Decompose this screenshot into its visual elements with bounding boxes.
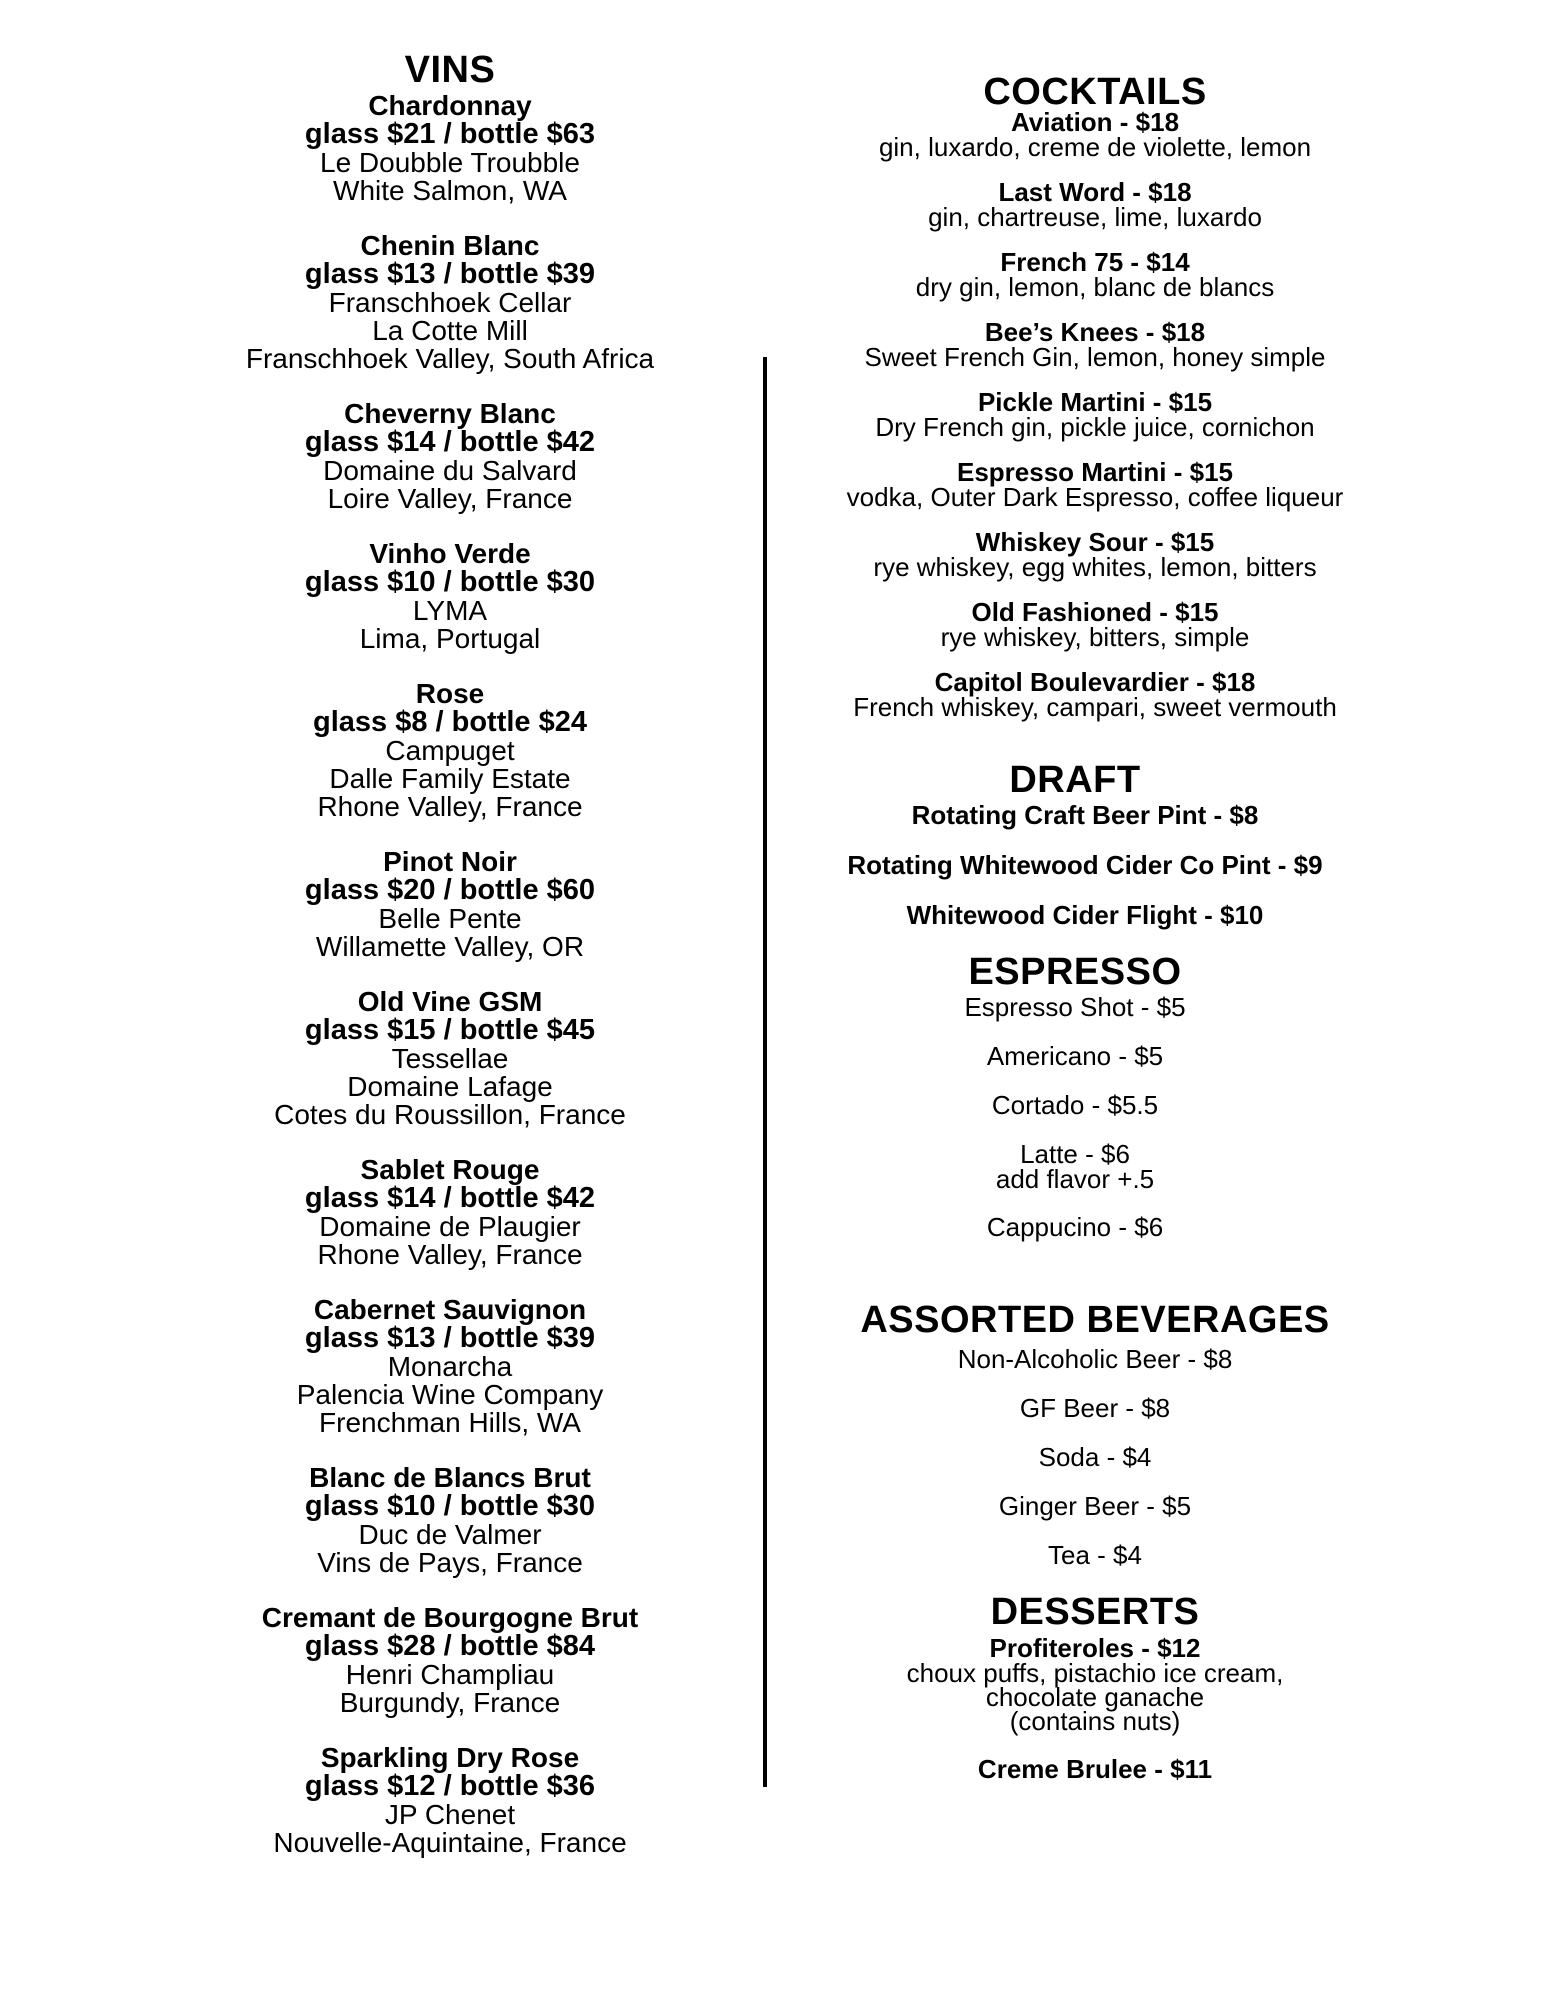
wine-detail: White Salmon, WA [333,175,567,206]
wine-detail: Monarcha [387,1351,513,1382]
cocktail-desc: rye whiskey, bitters, simple [940,622,1250,652]
cocktail-item [795,247,1395,302]
cocktails-heading: COCKTAILS [983,71,1207,113]
wine-item [200,540,700,653]
cocktail-name: Whiskey Sour - $15 [975,527,1215,557]
wine-name: Chardonnay [368,90,532,121]
espresso-item: Cortado - $5.5 [991,1090,1159,1120]
wine-item [200,232,700,373]
cocktail-desc: Sweet French Gin, lemon, honey simple [864,342,1326,372]
wine-list [200,92,700,1857]
dessert-item [795,1633,1395,1736]
cocktail-item [795,457,1395,512]
wine-item [200,988,700,1129]
wine-detail: Domaine de Plaugier [319,1211,581,1242]
wine-name: Cabernet Sauvignon [313,1294,587,1325]
assorted-item: Non-Alcoholic Beer - $8 [957,1344,1233,1374]
wine-price: glass $14 / bottle $42 [304,1182,596,1214]
cocktail-item [795,317,1395,372]
cocktail-item [795,667,1395,722]
wine-name: Cremant de Bourgogne Brut [261,1602,639,1633]
espresso-item-note: add flavor +.5 [995,1164,1155,1194]
wine-detail: Franschhoek Cellar [328,287,572,318]
wine-name: Old Vine GSM [357,986,543,1017]
cocktail-name: Aviation - $18 [1010,107,1180,137]
wine-detail: Tessellae [391,1043,509,1074]
espresso-item: Latte - $6 [1020,1139,1130,1169]
dessert-desc: choux puffs, pistachio ice cream, [906,1658,1284,1688]
cocktail-name: Capitol Boulevardier - $18 [934,667,1256,697]
cocktail-item [795,527,1395,582]
wine-detail: Belle Pente [378,903,522,934]
draft-item: Whitewood Cider Flight - $10 [906,900,1264,930]
cocktail-item [795,107,1395,162]
cocktail-name: Old Fashioned - $15 [971,597,1219,627]
wine-name: Chenin Blanc [360,230,540,261]
wine-detail: Willamette Valley, OR [315,931,585,962]
wine-detail: Campuget [385,735,515,766]
cocktail-list [795,107,1395,722]
cocktail-item [795,597,1395,652]
wine-detail: Henri Champliau [345,1659,555,1690]
wine-detail: Domaine Lafage [347,1071,553,1102]
wine-detail: Duc de Valmer [358,1519,542,1550]
wine-price: glass $15 / bottle $45 [304,1014,596,1046]
wine-price: glass $20 / bottle $60 [304,874,596,906]
espresso-item: Espresso Shot - $5 [964,992,1186,1022]
wine-name: Vinho Verde [369,538,531,569]
wines-heading: VINS [404,49,496,91]
wine-detail: Dalle Family Estate [329,763,571,794]
wine-detail: JP Chenet [384,1799,516,1830]
wine-item [200,92,700,205]
cocktail-item [795,177,1395,232]
dessert-desc: (contains nuts) [1009,1706,1181,1736]
assorted-item: Ginger Beer - $5 [998,1491,1192,1521]
dessert-name: Creme Brulee - $11 [977,1754,1213,1784]
cocktail-desc: rye whiskey, egg whites, lemon, bitters [873,552,1317,582]
wine-item [200,1604,700,1717]
draft-heading: DRAFT [1009,759,1141,801]
desserts-heading: DESSERTS [990,1591,1200,1633]
cocktail-desc: Dry French gin, pickle juice, cornichon [875,412,1315,442]
draft-list [775,802,1395,928]
wine-detail: Burgundy, France [339,1687,561,1718]
espresso-item: Americano - $5 [986,1041,1164,1071]
espresso-list [755,994,1395,1240]
cocktail-desc: dry gin, lemon, blanc de blancs [915,272,1275,302]
wine-detail: Domaine du Salvard [323,455,577,486]
wine-item [200,1156,700,1269]
wine-detail: Loire Valley, France [327,483,573,514]
dessert-item [795,1754,1395,1784]
dessert-name: Profiteroles - $12 [989,1633,1201,1663]
wine-detail: Le Doubble Troubble [320,147,580,178]
cocktail-desc: gin, luxardo, creme de violette, lemon [878,132,1312,162]
wine-item [200,1296,700,1437]
wine-name: Cheverny Blanc [344,398,556,429]
assorted-item: GF Beer - $8 [1019,1393,1171,1423]
wine-price: glass $28 / bottle $84 [304,1630,596,1662]
wine-item [200,400,700,513]
espresso-item: Cappucino - $6 [986,1212,1164,1242]
wine-price: glass $10 / bottle $30 [304,566,596,598]
cocktail-desc: French whiskey, campari, sweet vermouth [853,692,1337,722]
wine-price: glass $10 / bottle $30 [304,1490,596,1522]
wine-item [200,1464,700,1577]
wine-item [200,1744,700,1857]
wine-detail: Frenchman Hills, WA [319,1407,581,1438]
cocktail-name: Pickle Martini - $15 [977,387,1213,417]
cocktail-desc: gin, chartreuse, lime, luxardo [928,202,1262,232]
wine-detail: Lima, Portugal [359,623,541,654]
wine-detail: Rhone Valley, France [317,791,583,822]
wine-price: glass $13 / bottle $39 [304,1322,596,1354]
cocktail-name: French 75 - $14 [1000,247,1190,277]
wine-item [200,848,700,961]
wine-name: Blanc de Blancs Brut [309,1462,591,1493]
espresso-heading: ESPRESSO [968,951,1182,993]
draft-item: Rotating Craft Beer Pint - $8 [911,800,1259,830]
drinks-column [795,70,1395,1782]
draft-item: Rotating Whitewood Cider Co Pint - $9 [847,850,1323,880]
wine-column [200,48,700,1857]
assorted-heading: ASSORTED BEVERAGES [860,1299,1330,1341]
wine-price: glass $21 / bottle $63 [304,118,596,150]
cocktail-name: Last Word - $18 [998,177,1192,207]
cocktail-desc: vodka, Outer Dark Espresso, coffee liqueur [846,482,1344,512]
wine-detail: Palencia Wine Company [296,1379,604,1410]
cocktail-name: Bee’s Knees - $18 [984,317,1206,347]
wine-name: Sparkling Dry Rose [320,1742,580,1773]
wine-detail: Franschhoek Valley, South Africa [245,343,655,374]
wine-detail: Vins de Pays, France [317,1547,583,1578]
wine-item [200,680,700,821]
cocktail-item [795,387,1395,442]
wine-price: glass $12 / bottle $36 [304,1770,596,1802]
wine-detail: Cotes du Roussillon, France [274,1099,626,1130]
wine-name: Pinot Noir [383,846,517,877]
cocktail-name: Espresso Martini - $15 [957,457,1233,487]
wine-price: glass $8 / bottle $24 [312,706,587,738]
wine-price: glass $13 / bottle $39 [304,258,596,290]
wine-detail: LYMA [412,595,488,626]
assorted-list [795,1346,1395,1568]
wine-detail: Nouvelle-Aquintaine, France [273,1827,627,1858]
dessert-desc: chocolate ganache [985,1682,1205,1712]
dessert-list [795,1633,1395,1784]
wine-name: Rose [415,678,485,709]
wine-detail: La Cotte Mill [372,315,528,346]
wine-name: Sablet Rouge [360,1154,540,1185]
assorted-item: Soda - $4 [1038,1442,1152,1472]
wine-detail: Rhone Valley, France [317,1239,583,1270]
assorted-item: Tea - $4 [1048,1540,1142,1570]
wine-price: glass $14 / bottle $42 [304,426,596,458]
